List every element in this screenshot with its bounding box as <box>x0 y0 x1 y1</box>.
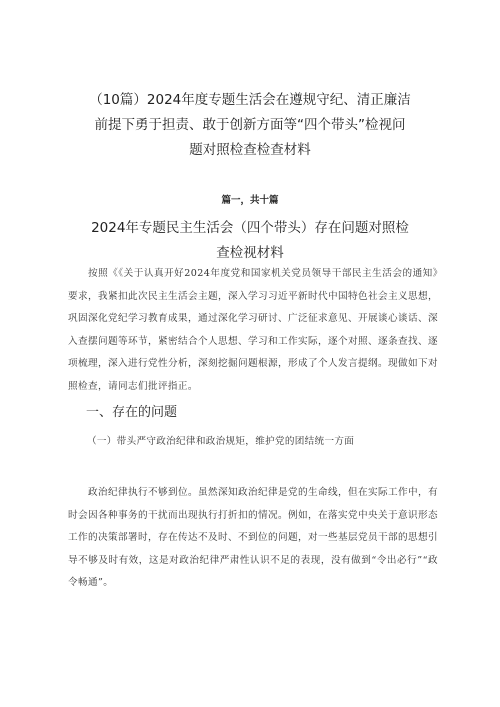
title-line-1: （10篇）2024年度专题生活会在遵规守纪、清正廉洁 <box>89 92 411 108</box>
body-paragraph: 政治纪律执行不够到位。虽然深知政治纪律是党的生命线，但在实际工作中，有时会因各种事务的干扰而出现执行打折扣的情况。例如，在落实党中央关于意识形态工作的决策部署时，存在传达不及时、不到位的问题，对一些基层党员干部的思想引导不够及时有效，这是对政治纪律严肃性认识不足的表现，没有做到“令出必行”“政令畅通”。 <box>68 487 438 588</box>
section-heading: 一、存在的问题 <box>86 405 178 420</box>
subtitle-line-2: 查检视材料 <box>216 245 284 261</box>
subsection-heading: （一）带头严守政治纪律和政治规矩，维护党的团结统一方面 <box>87 436 355 447</box>
document-subtitle <box>60 216 440 266</box>
title-line-2: 前提下勇于担责、敢于创新方面等“四个带头”检视问 <box>94 117 406 133</box>
title-line-3: 题对照检查检查材料 <box>189 142 311 158</box>
subtitle-line-1: 2024年专题民主生活会（四个带头）存在问题对照检 <box>91 220 409 236</box>
chapter-label: 篇一，共十篇 <box>221 195 279 206</box>
document-title <box>60 88 440 163</box>
intro-paragraph: 按照《《关于认真开好2024年度党和国家机关党员领导干部民主生活会的通知》要求，我紧扣此次民主生活会主题，深入学习习近平新时代中国特色社会主义思想，巩固深化党纪学习教育成果，通过深化学习研讨、广泛征求意见、开展谈心谈话、深入查摆问题等环节，紧密结合个人思想、学习和工作实际，逐个对照、逐条查找、逐项梳理，深入进行党性分析，深刻挖掘问题根源，形成了个人发言提纲。现做如下对照检查，请同志们批评指正。 <box>68 268 438 392</box>
